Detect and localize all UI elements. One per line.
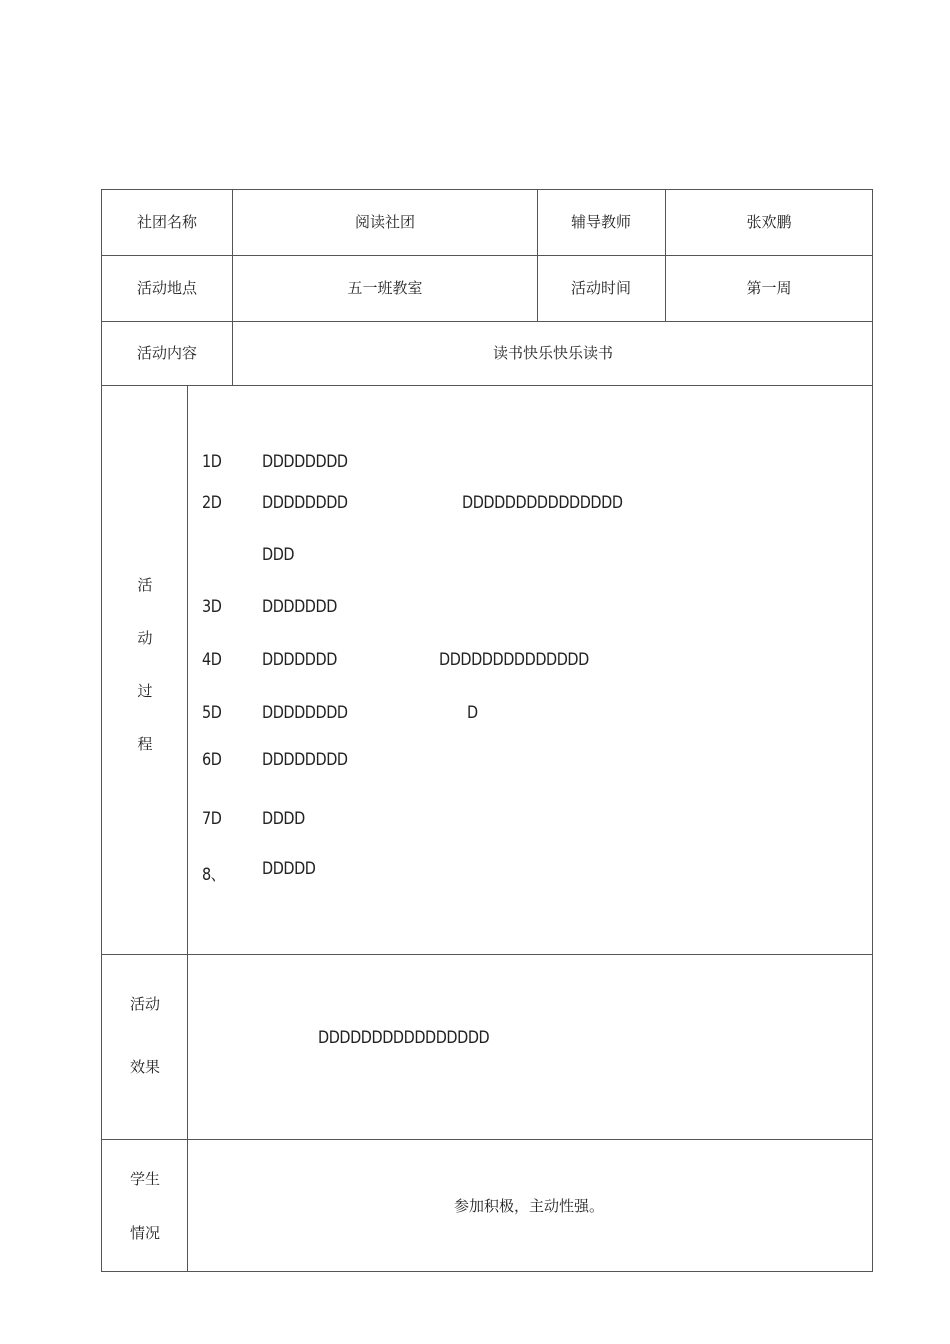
- process-item-extra: DDDDDDDDDDDDDD: [439, 650, 589, 670]
- teacher-label: 辅导教师: [570, 213, 632, 231]
- students-label: 学生: [129, 1170, 161, 1188]
- process-item-number: 1D: [202, 452, 222, 472]
- table-border-left: [101, 189, 102, 1272]
- process-item-text: DDDD: [262, 809, 305, 829]
- row-divider: [101, 321, 873, 322]
- table-border-bottom: [101, 1271, 873, 1272]
- process-item-number: 2D: [202, 493, 222, 513]
- process-item-extra: D: [467, 703, 478, 723]
- process-label-char: 过: [137, 682, 153, 700]
- process-item-number: 8、: [202, 865, 225, 885]
- time-value: 第一周: [746, 279, 792, 297]
- process-item-text: DDDDDDD: [262, 650, 337, 670]
- effect-value: DDDDDDDDDDDDDDDD: [318, 1028, 490, 1048]
- process-item-number: 7D: [202, 809, 222, 829]
- column-divider: [187, 385, 188, 1271]
- students-label: 情况: [129, 1224, 161, 1242]
- club-name-label: 社团名称: [136, 213, 198, 231]
- row-divider: [101, 255, 873, 256]
- location-label: 活动地点: [136, 279, 198, 297]
- process-label-char: 程: [137, 735, 153, 753]
- column-divider: [665, 189, 666, 321]
- process-item-text: DDDDDDDD: [262, 493, 348, 513]
- process-item-text: DDD: [262, 545, 295, 565]
- time-label: 活动时间: [570, 279, 632, 297]
- process-item-number: 6D: [202, 750, 222, 770]
- process-item-text: DDDDD: [262, 859, 316, 879]
- process-item-text: DDDDDDD: [262, 597, 337, 617]
- column-divider: [537, 189, 538, 321]
- process-item-text: DDDDDDDD: [262, 750, 348, 770]
- effect-label: 活动: [129, 995, 161, 1013]
- process-item-extra: DDDDDDDDDDDDDDD: [462, 493, 623, 513]
- table-border-right: [872, 189, 873, 1272]
- process-label-char: 活: [137, 576, 153, 594]
- process-item-text: DDDDDDDD: [262, 452, 348, 472]
- club-name-value: 阅读社团: [354, 213, 416, 231]
- process-item-text: DDDDDDDD: [262, 703, 348, 723]
- process-item-number: 5D: [202, 703, 222, 723]
- process-label-char: 动: [137, 629, 153, 647]
- content-value: 读书快乐快乐读书: [492, 344, 614, 362]
- row-divider: [101, 385, 873, 386]
- row-divider: [101, 1139, 873, 1140]
- process-item-number: 4D: [202, 650, 222, 670]
- effect-label: 效果: [129, 1058, 161, 1076]
- table-border-top: [101, 189, 873, 190]
- location-value: 五一班教室: [347, 279, 423, 297]
- process-item-number: 3D: [202, 597, 222, 617]
- students-value: 参加积极，主动性强。: [453, 1197, 605, 1215]
- row-divider: [101, 954, 873, 955]
- teacher-value: 张欢鹏: [746, 213, 792, 231]
- content-label: 活动内容: [136, 344, 198, 362]
- column-divider: [232, 189, 233, 385]
